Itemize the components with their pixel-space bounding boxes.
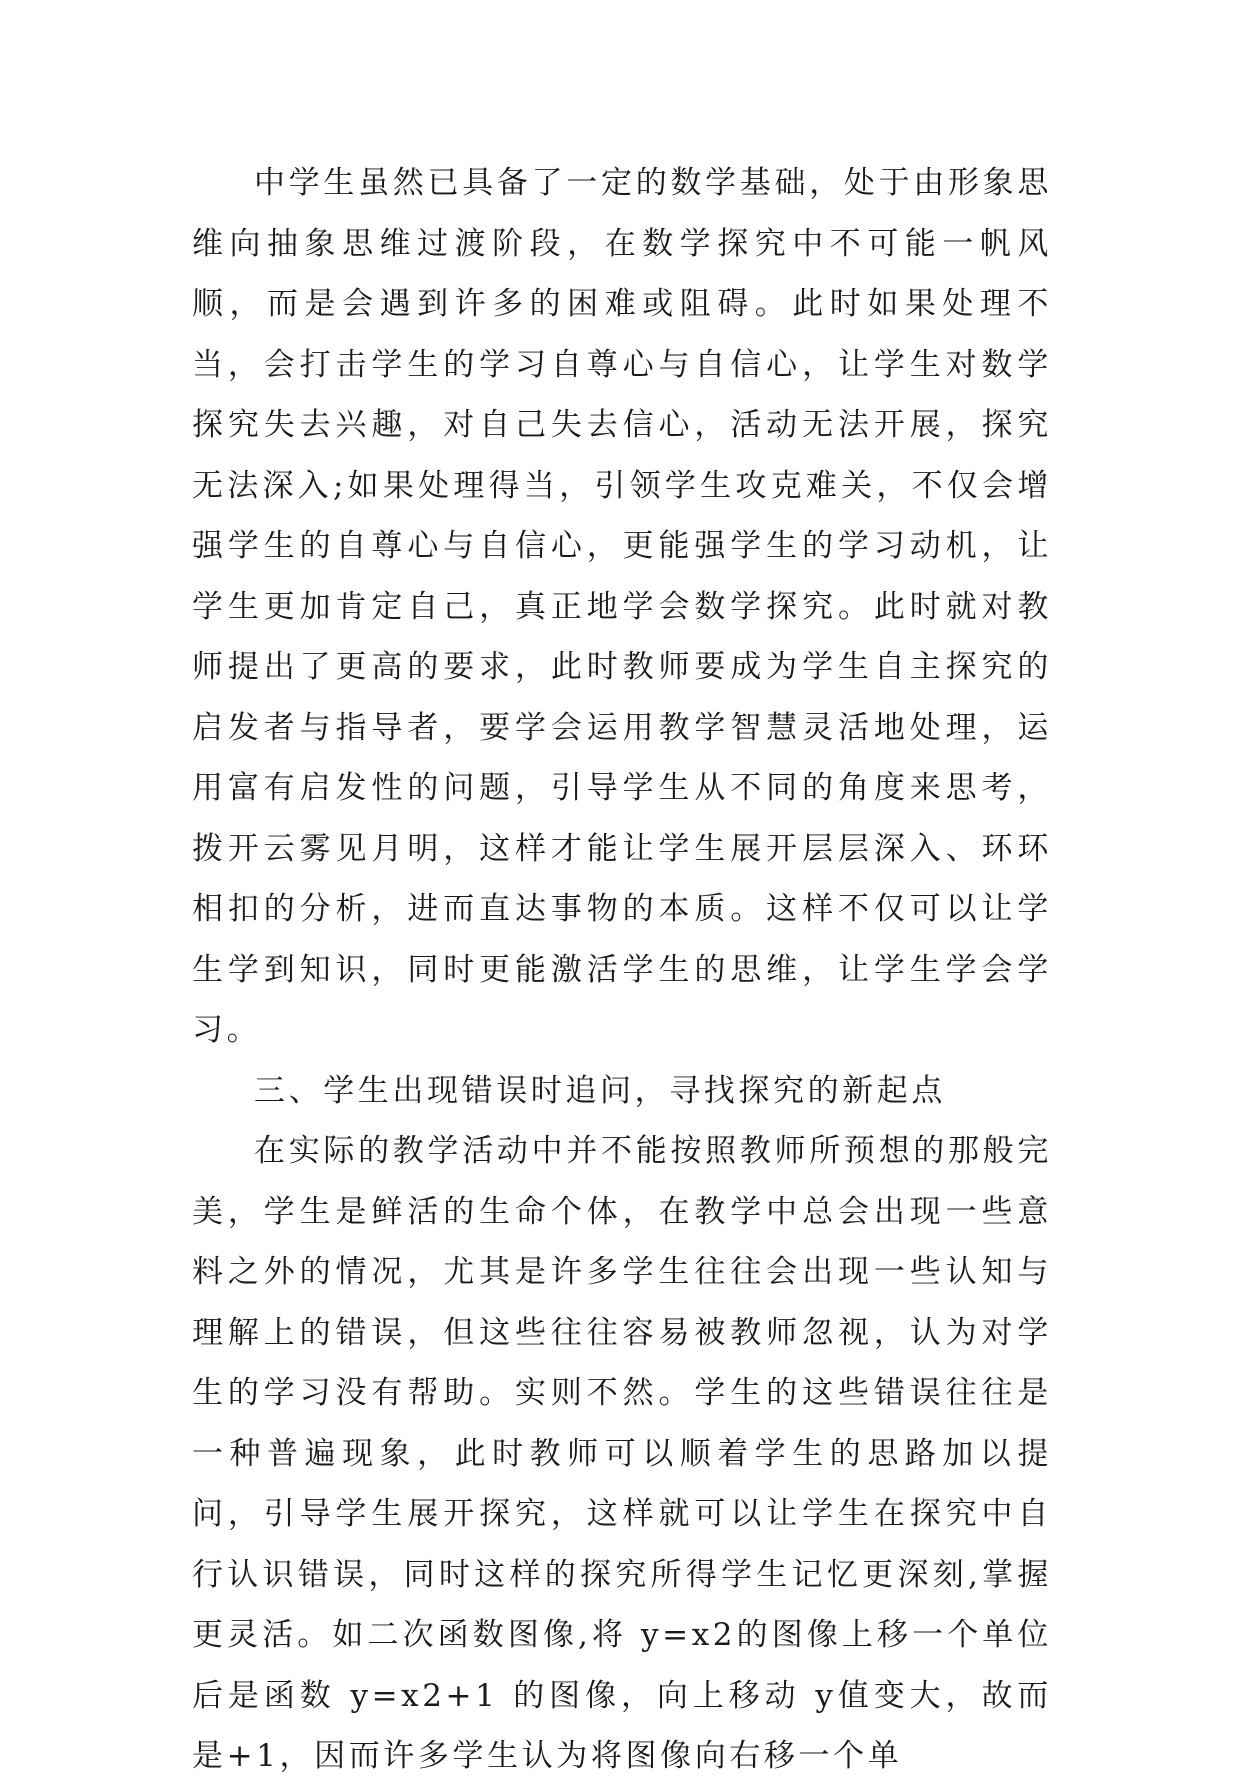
document-body <box>192 153 1052 1787</box>
paragraph-2: 在实际的教学活动中并不能按照教师所预想的那般完美，学生是鲜活的生命个体，在教学中总会出现一些意料之外的情况，尤其是许多学生往往会出现一些认知与理解上的错误，但这些往往容易被教师忽视，认为对学生的学习没有帮助。实则不然。学生的这些错误往往是一种普遍现象，此时教师可以顺着学生的思路加以提问，引导学生展开探究，这样就可以让学生在探究中自行认识错误，同时这样的探究所得学生记忆更深刻,掌握更灵活。如二次函数图像,将 y=x2的图像上移一个单位后是函数 y=x2+1 的图像，向上移动 y值变大，故而是+1，因而许多学生认为将图像向右移一个单 <box>192 1133 1052 1774</box>
section-heading: 三、学生出现错误时追问，寻找探究的新起点 <box>254 1072 946 1109</box>
paragraph-1: 中学生虽然已具备了一定的数学基础，处于由形象思维向抽象思维过渡阶段，在数学探究中不可能一帆风顺，而是会遇到许多的困难或阻碍。此时如果处理不当，会打击学生的学习自尊心与自信心，让学生对数学探究失去兴趣，对自己失去信心，活动无法开展，探究无法深入;如果处理得当，引领学生攻克难关，不仅会增强学生的自尊心与自信心，更能强学生的学习动机，让学生更加肯定自己，真正地学会数学探究。此时就对教师提出了更高的要求，此时教师要成为学生自主探究的启发者与指导者，要学会运用教学智慧灵活地处理，运用富有启发性的问题，引导学生从不同的角度来思考，拨开云雾见月明，这样才能让学生展开层层深入、环环相扣的分析，进而直达事物的本质。这样不仅可以让学生学到知识，同时更能激活学生的思维，让学生学会学习。 <box>192 165 1052 1048</box>
